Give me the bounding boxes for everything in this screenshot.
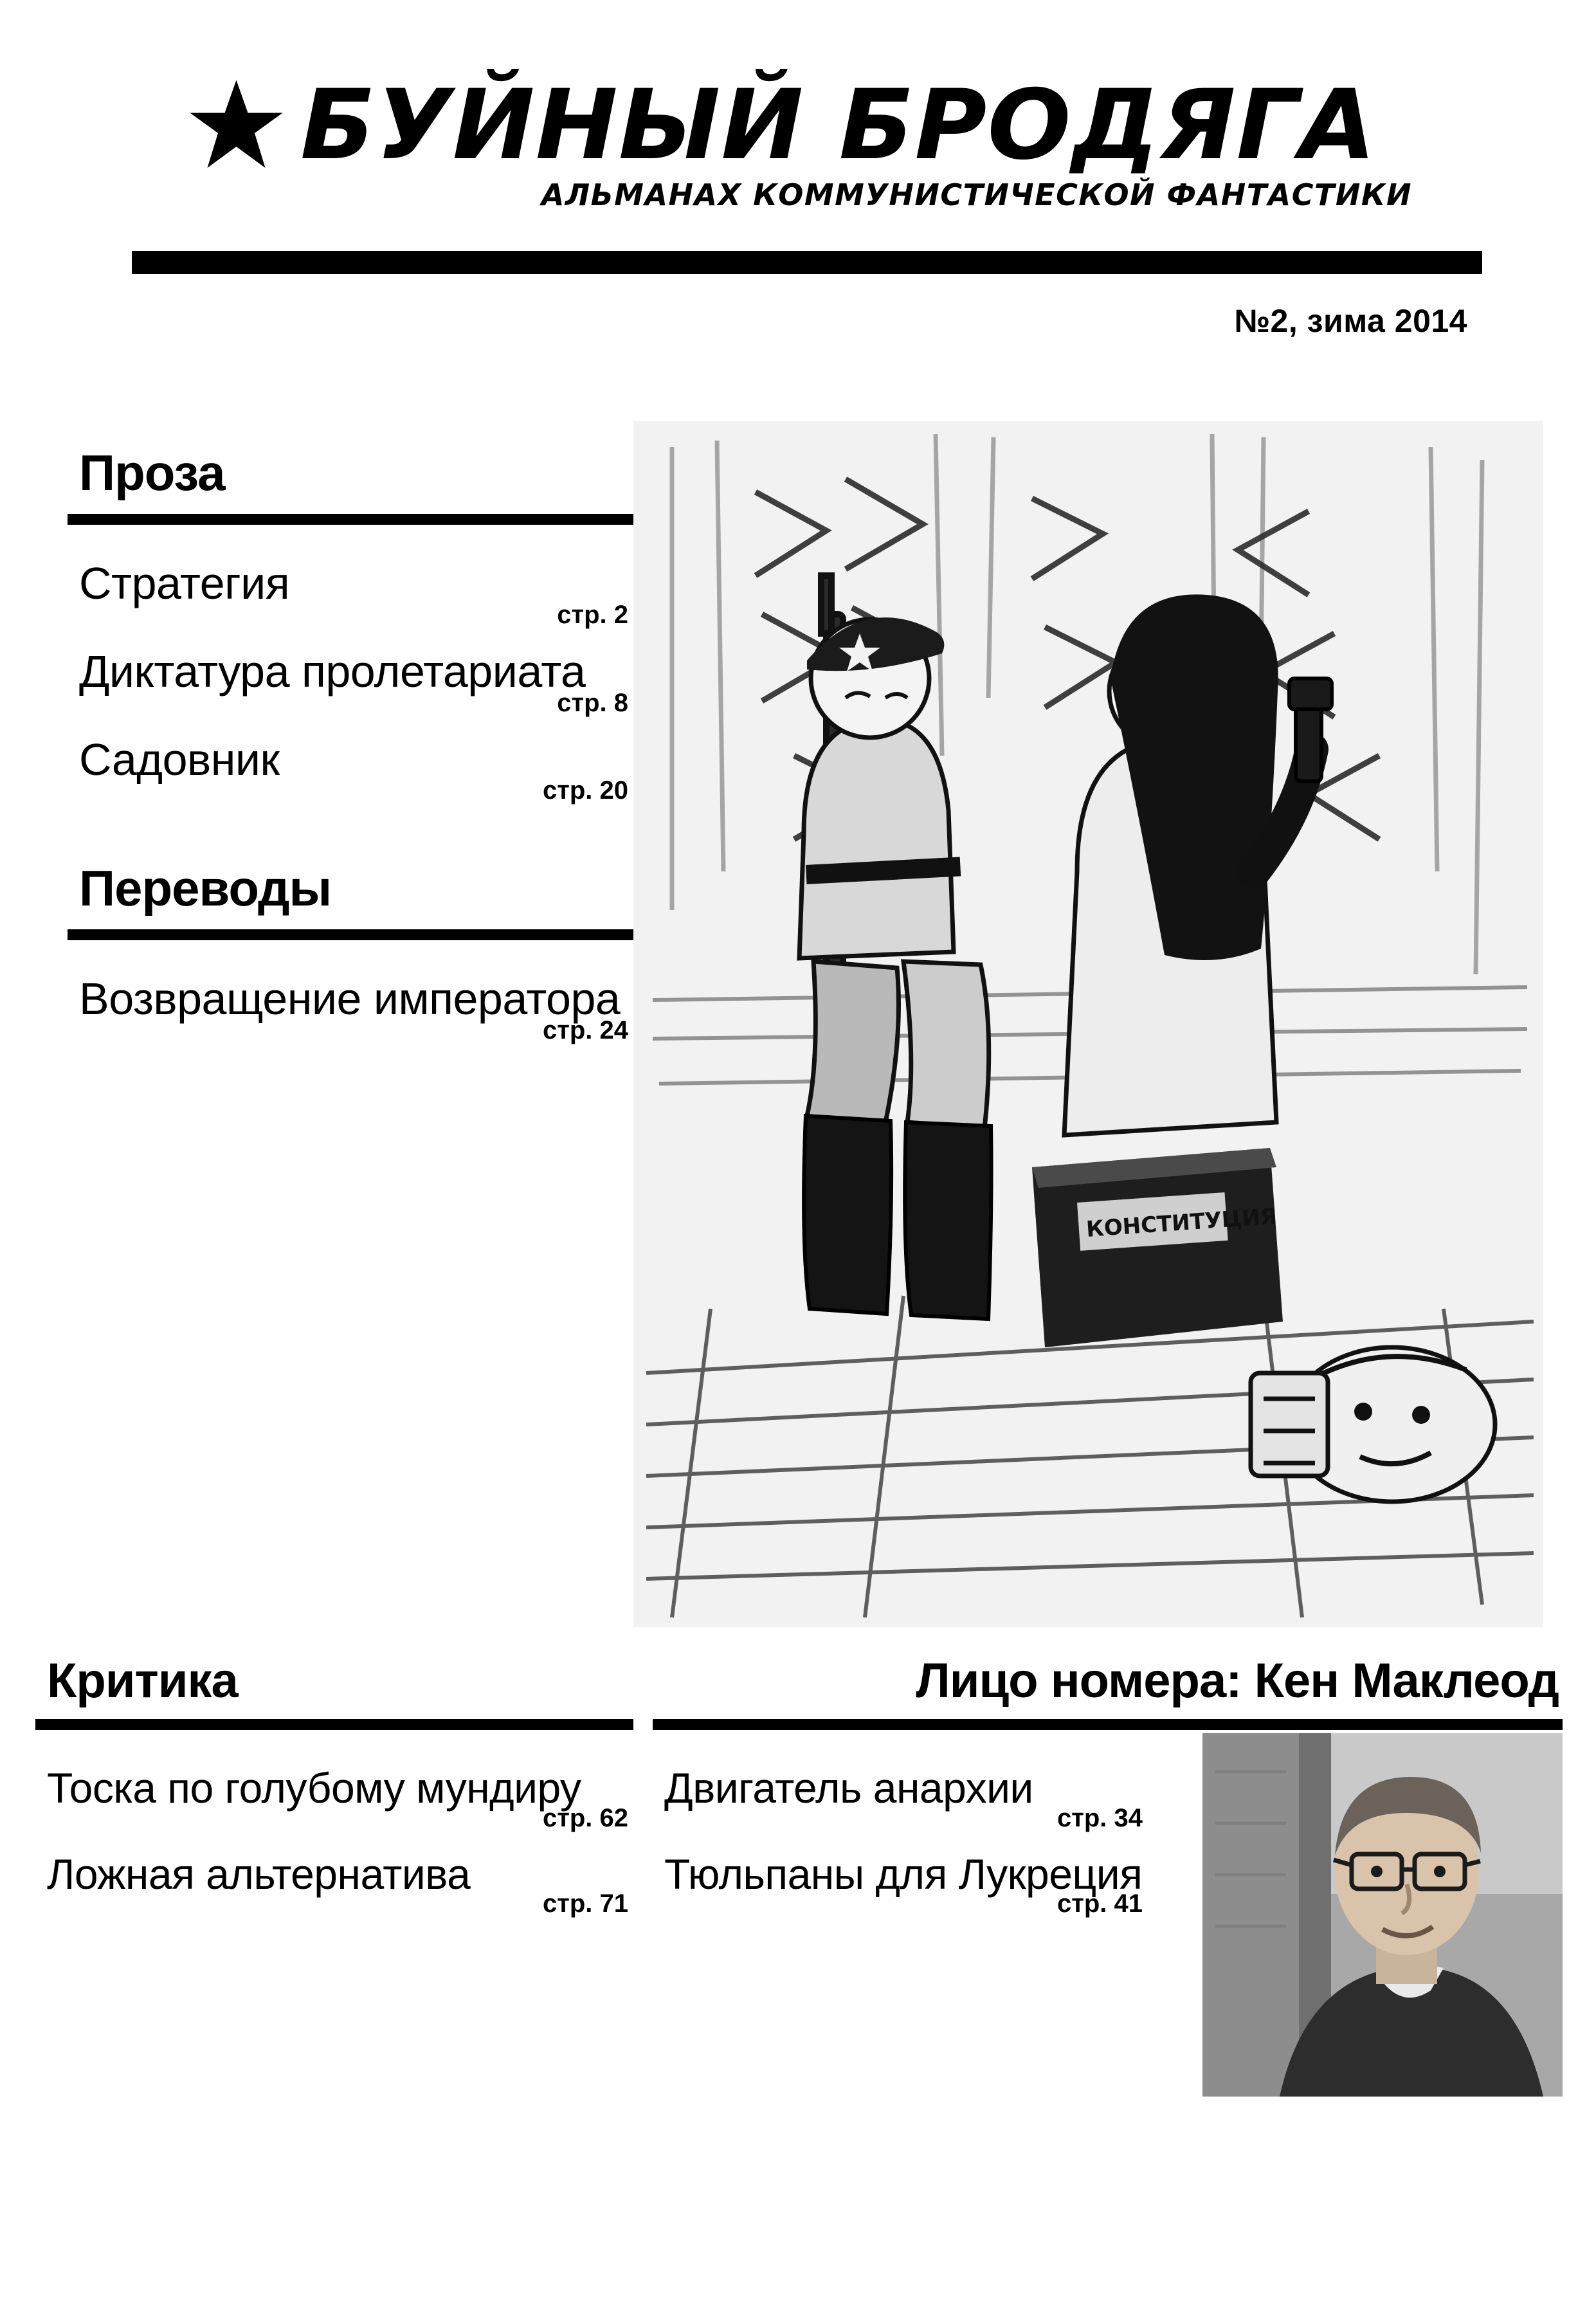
toc-item-title: Ложная альтернатива [47,1850,471,1898]
toc-item-title: Тоска по голубому мундиру [47,1764,581,1812]
section-heading-prose: Проза [79,444,225,501]
toc-item-title: Садовник [79,734,280,785]
toc-left-column [68,444,633,1062]
magazine-subtitle: АЛЬМАНАХ КОММУНИСТИЧЕСКОЙ ФАНТАСТИКИ [541,177,1412,212]
feature-entries [653,1763,1148,1918]
svg-text:КОНСТИТУЦИЯ: КОНСТИТУЦИЯ [1085,1203,1278,1242]
toc-item-title: Диктатура пролетариата [79,646,586,696]
section-heading-criticism: Критика [47,1653,238,1708]
toc-item[interactable] [35,1763,633,1833]
masthead-inner [186,69,1415,212]
toc-item[interactable] [653,1763,1148,1833]
toc-item-page: стр. 41 [1057,1889,1143,1918]
section-rule-feature [653,1719,1563,1730]
portrait-photo [1202,1733,1563,2097]
section-criticism [35,1653,633,1935]
section-translations [68,859,633,1045]
toc-item-page: стр. 20 [543,776,628,805]
toc-item-title: Возвращение императора [79,974,621,1024]
toc-item-page: стр. 62 [543,1803,628,1832]
section-rule-translations [68,929,633,940]
toc-item[interactable] [68,558,633,630]
toc-item-page: стр. 2 [557,600,628,629]
cover-illustration [633,421,1543,1627]
star-icon [186,77,286,174]
magazine-title: БУЙНЫЙ БРОДЯГА [300,69,1377,181]
toc-item[interactable] [35,1850,633,1919]
toc-item[interactable] [653,1850,1148,1919]
toc-item-page: стр. 8 [557,688,628,717]
portrait-photo-svg [1202,1733,1563,2097]
toc-item[interactable] [68,974,633,1045]
section-heading-translations: Переводы [79,860,332,917]
section-rule-criticism [35,1719,633,1730]
section-heading-feature: Лицо номера: Кен Маклеод [916,1653,1559,1708]
toc-item-page: стр. 34 [1057,1803,1143,1832]
title-row [186,69,1415,181]
toc-item-title: Тюльпаны для Лукреция [664,1850,1143,1898]
issue-label: №2, зима 2014 [1234,303,1467,339]
masthead-rule [132,251,1482,274]
toc-item-page: стр. 71 [543,1889,628,1918]
cover-illustration-svg [633,421,1543,1627]
section-rule-prose [68,514,633,525]
toc-item[interactable] [68,734,633,806]
toc-item-title: Двигатель анархии [664,1764,1033,1812]
section-prose [68,444,633,805]
toc-item-title: Стратегия [79,558,290,608]
section-feature [653,1653,1563,1935]
masthead [0,0,1596,339]
section-spacer [68,822,633,859]
toc-item[interactable] [68,646,633,718]
toc-item-page: стр. 24 [543,1016,628,1045]
